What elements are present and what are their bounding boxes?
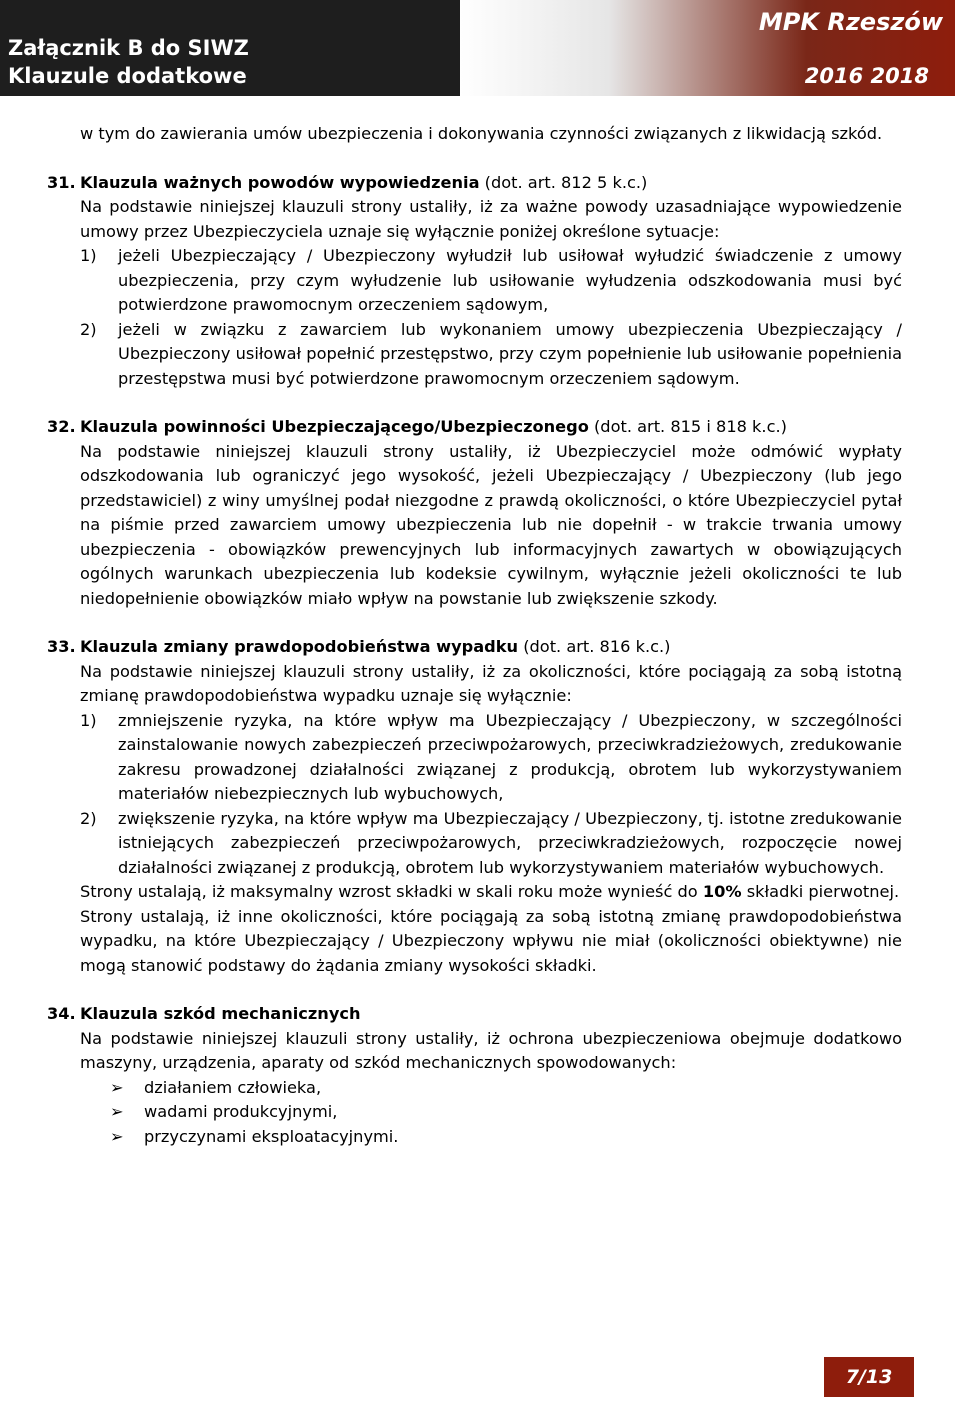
section-title: Klauzula powinności Ubezpieczającego/Ubezpieczonego (80, 417, 589, 436)
section-33 (47, 635, 902, 978)
premium-text-start: Strony ustalają, iż maksymalny wzrost składki w skali roku może wynieść do (80, 882, 703, 901)
numbered-list (80, 244, 902, 391)
section-34 (47, 1002, 902, 1149)
section-number: 32. (47, 417, 76, 436)
section-number: 31. (47, 172, 76, 192)
premium-text-end: składki pierwotnej. (741, 882, 900, 901)
list-item (80, 318, 902, 392)
section-number: 34. (47, 1004, 76, 1023)
section-heading (47, 1002, 902, 1027)
contract-years: 2016 2018 (804, 64, 929, 88)
section-number: 33. (47, 637, 76, 656)
numbered-list (80, 709, 902, 881)
list-item-label: 2) (80, 319, 97, 339)
section-paragraph: Na podstawie niniejszej klauzuli strony ustaliły, iż za okoliczności, które pociągają za sobą istotną zmianę prawdopodobieństwa wypadku uznaje się wyłącznie: (80, 661, 902, 705)
section-31 (47, 171, 902, 392)
section-heading (47, 171, 902, 196)
list-item (80, 807, 902, 881)
section-title: Klauzula szkód mechanicznych (80, 1004, 361, 1023)
list-item-label: 1) (80, 710, 97, 730)
document-body (47, 122, 902, 1149)
section-reference: (dot. art. 816 k.c.) (518, 637, 671, 656)
section-paragraph: Na podstawie niniejszej klauzuli strony ustaliły, iż ochrona ubezpieczeniowa obejmuje dodatkowo maszyny, urządzenia, aparaty od szkód mechanicznych spowodowanych: (80, 1028, 902, 1072)
list-item (80, 709, 902, 807)
section-title: Klauzula ważnych powodów wypowiedzenia (80, 172, 480, 192)
arrow-bullet-icon: ➢ (110, 1077, 124, 1097)
page-header (0, 0, 955, 96)
section-paragraph: Na podstawie niniejszej klauzuli strony ustaliły, iż Ubezpieczyciel może odmówić wypłaty odszkodowania lub ograniczyć jego wysokość, jeżeli Ubezpieczający / Ubezpieczony (lub jego przedstawiciel) z winy umyślnej podał niezgodne z prawdą okoliczności, o które Ubezpieczyciel pytał na piśmie przed zawarciem umowy ubezpieczenia lub nie dopełnił - w trakcie trwania umowy ubezpieczenia - obowiązków prewencyjnych lub informacyjnych zawartych w obowiązujących ogólnych warunkach ubezpieczenia lub kodeksie cywilnym, wyłącznie jeżeli okoliczności te lub niedopełnienie obowiązków miało wpływ na powstanie lub zwiększenie szkody. (80, 441, 902, 608)
page-number: 7/13 (824, 1357, 914, 1397)
list-item (80, 1100, 902, 1125)
list-item (80, 1125, 902, 1150)
list-item-label: 1) (80, 246, 97, 265)
list-item-text: zwiększenie ryzyka, na które wpływ ma Ubezpieczający / Ubezpieczony, tj. istotne zredukowanie istniejących zabezpieczeń przeciwpożarowych, przeciwkradzieżowych, rozpoczęcie nowej działalności związanej z produkcją, obrotem lub wykorzystywaniem materiałów wybuchowych. (118, 808, 902, 877)
bullet-text: przyczynami eksploatacyjnymi. (144, 1126, 399, 1146)
intro-paragraph: w tym do zawierania umów ubezpieczenia i dokonywania czynności związanych z likwidacją szkód. (80, 124, 883, 143)
document-title: Załącznik B do SIWZ (8, 36, 249, 60)
premium-limit-paragraph (80, 880, 902, 905)
section-title: Klauzula zmiany prawdopodobieństwa wypadku (80, 637, 519, 656)
list-item-label: 2) (80, 808, 97, 828)
arrow-bullet-icon: ➢ (110, 1126, 124, 1146)
list-item-text: jeżeli w związku z zawarciem lub wykonaniem umowy ubezpieczenia Ubezpieczający / Ubezpieczony usiłował popełnić przestępstwo, przy czym popełnienie lub usiłowanie popełnienia przestępstwa musi być potwierdzone prawomocnym orzeczeniem sądowym. (118, 319, 902, 388)
section-reference: (dot. art. 815 i 818 k.c.) (588, 417, 787, 436)
bullet-list (80, 1076, 902, 1150)
arrow-bullet-icon: ➢ (110, 1102, 124, 1121)
brand-name: MPK Rzeszów (758, 8, 943, 36)
list-item (80, 244, 902, 318)
premium-limit-value: 10% (702, 882, 742, 901)
section-32 (47, 415, 902, 611)
section-heading (47, 635, 902, 660)
document-subtitle: Klauzule dodatkowe (8, 64, 247, 88)
section-reference: (dot. art. 812 5 k.c.) (479, 172, 648, 192)
bullet-text: działaniem człowieka, (144, 1077, 322, 1097)
section-paragraph: Na podstawie niniejszej klauzuli strony ustaliły, iż za ważne powody uzasadniające wypowiedzenie umowy przez Ubezpieczyciela uznaje się wyłącznie poniżej określone sytuacje: (80, 197, 902, 241)
bullet-text: wadami produkcyjnymi, (144, 1102, 338, 1121)
section-heading (47, 415, 902, 440)
list-item-text: jeżeli Ubezpieczający / Ubezpieczony wyłudził lub usiłował wyłudzić świadczenie z umowy ubezpieczenia, przy czym wyłudzenie lub usiłowanie wyłudzenia odszkodowania musi być potwierdzone prawomocnym orzeczeniem sądowym, (118, 246, 902, 314)
list-item-text: zmniejszenie ryzyka, na które wpływ ma Ubezpieczający / Ubezpieczony, w szczególności zainstalowanie nowych zabezpieczeń przeciwpożarowych, przeciwkradzieżowych, zredukowanie zakresu prowadzonej działalności związanej z produkcją, obrotem lub wykorzystywaniem materiałów niebezpiecznych lub wybuchowych, (118, 710, 902, 803)
objective-circumstances-paragraph: Strony ustalają, iż inne okoliczności, które pociągają za sobą istotną zmianę prawdopodobieństwa wypadku, na które Ubezpieczający / Ubezpieczony wpływu nie miał (okoliczności obiektywne) nie mogą stanowić podstawy do żądania zmiany wysokości składki. (80, 906, 902, 975)
list-item (80, 1076, 902, 1101)
